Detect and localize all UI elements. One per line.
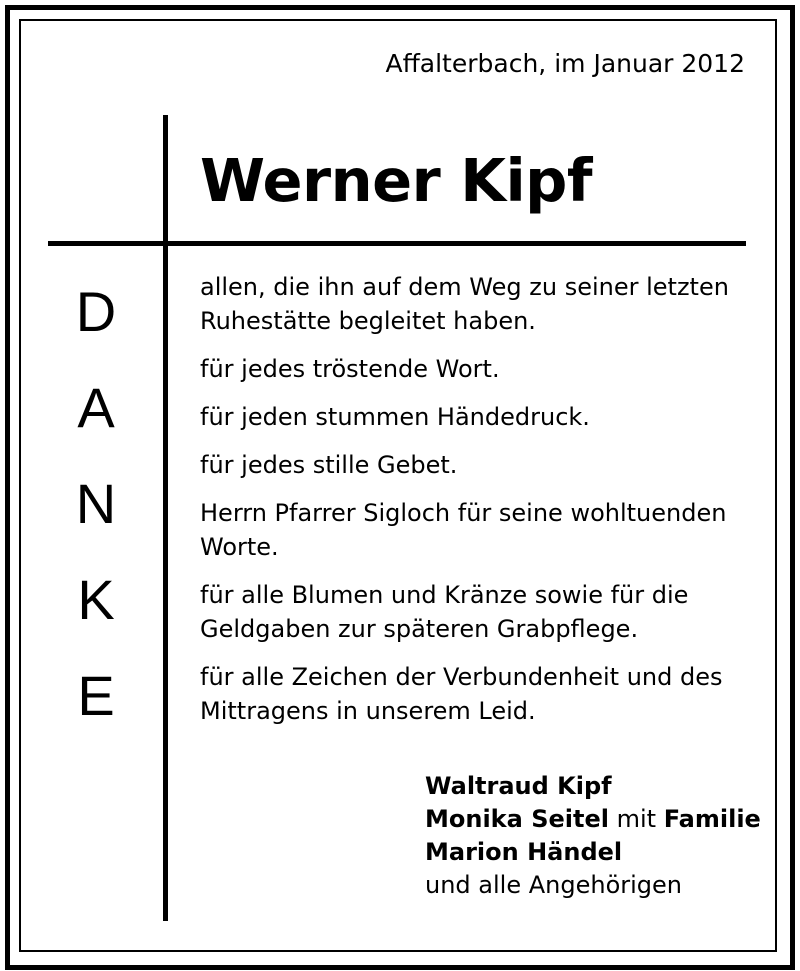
thanks-item: für jedes stille Gebet. [200,451,458,479]
signer-family: Familie [663,805,761,833]
thanks-item: allen, die ihn auf dem Weg zu seiner letzten Ruhestätte begleitet haben. [200,273,729,335]
danke-vertical-word [48,280,144,760]
danke-letter: K [77,568,115,631]
thanks-item: für jedes tröstende Wort. [200,355,500,383]
danke-letter: D [75,280,117,343]
thanks-item: für jeden stummen Händedruck. [200,403,590,431]
signer-name: Monika Seitel [425,805,609,833]
danke-letter: N [75,472,117,535]
thanks-item: Herrn Pfarrer Sigloch für seine wohltuenden Worte. [200,499,727,561]
thanks-item: für alle Zeichen der Verbundenheit und des Mittragens in unserem Leid. [200,663,723,725]
thanks-list [200,270,760,742]
thanks-item: für alle Blumen und Kränze sowie für die Geldgaben zur späteren Grabpflege. [200,581,689,643]
place-date: Affalterbach, im Januar 2012 [385,49,745,78]
danke-letter: E [77,664,115,727]
vertical-divider [163,115,168,921]
signer-name: Marion Händel [425,838,623,866]
horizontal-divider [48,241,746,246]
danke-letter: A [77,376,115,439]
deceased-name: Werner Kipf [200,146,593,215]
signers-block [425,770,761,902]
signer-name: Waltraud Kipf [425,772,612,800]
signer-line [425,803,761,836]
signer-relatives: und alle Angehörigen [425,871,682,899]
signer-connector: mit [608,805,664,833]
